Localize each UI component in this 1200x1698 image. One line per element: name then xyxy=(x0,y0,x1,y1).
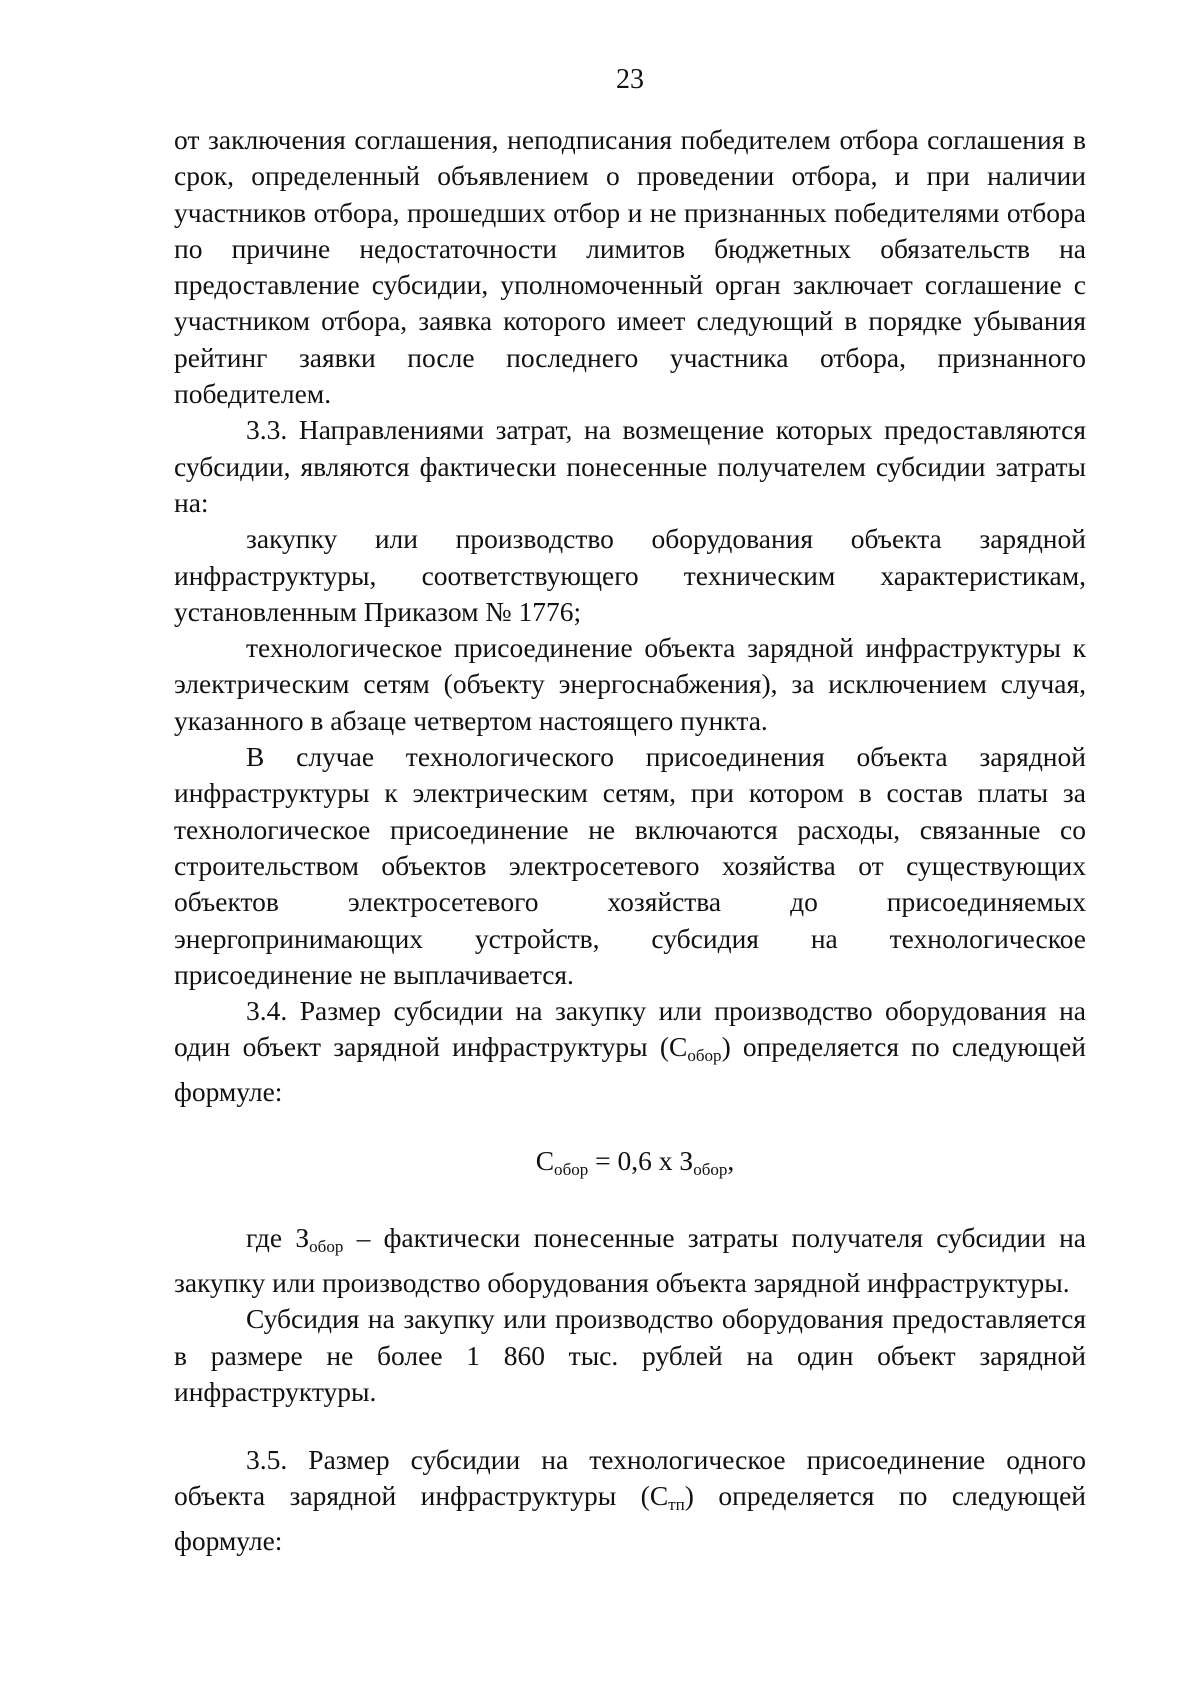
paragraph-3-5-subscript: тп xyxy=(668,1495,685,1515)
paragraph-formula-definition xyxy=(174,1220,1086,1301)
paragraph-3-3: 3.3. Направлениями затрат, на возмещение которых предоставляются субсидии, являются фактически понесенные получателем субсидии затраты на: xyxy=(174,414,1086,518)
formula-lhs-subscript: обор xyxy=(554,1159,589,1179)
paragraph-connection-exception: В случае технологического присоединения объекта зарядной инфраструктуры к электрическим сетям, при котором в состав платы за технологическое присоединение не включаются расходы, связанные со строительством объектов электросетевого хозяйства от существующих объектов электросетевого хозяйства до присоединяемых энергопринимающих устройств, субсидия на технологическое присоединение не выплачивается. xyxy=(174,741,1086,990)
page-number: 23 xyxy=(616,64,644,95)
definition-text-end: – фактически понесенные затраты получателя субсидии на закупку или производство оборудования объекта зарядной инфраструктуры. xyxy=(174,1221,1086,1298)
paragraph-3-5 xyxy=(174,1442,1086,1560)
paragraph-subsidy-limit: Субсидия на закупку или производство оборудования предоставляется в размере не более 1 860 тыс. рублей на один объект зарядной инфраструктуры. xyxy=(174,1303,1086,1407)
paragraph-3-4 xyxy=(174,993,1086,1111)
paragraph-3-4-text-end: ) определяется по следующей формуле: xyxy=(174,1031,1086,1108)
formula-middle: = 0,6 х З xyxy=(588,1144,694,1176)
formula-end: , xyxy=(727,1144,735,1176)
definition-subscript: обор xyxy=(309,1236,344,1256)
paragraph-3-5-text-start: 3.5. Размер субсидии на технологическое присоединение одного объекта зарядной инфраструктуры (С xyxy=(174,1444,1086,1512)
paragraph-3-4-text-start: 3.4. Размер субсидии на закупку или производство оборудования на один объект зарядной инфраструктуры (С xyxy=(174,995,1086,1063)
formula-equipment-subsidy xyxy=(174,1143,1086,1188)
paragraph-continuation: от заключения соглашения, неподписания победителем отбора соглашения в срок, определенный объявлением о проведении отбора, и при наличии участников отбора, прошедших отбор и не признанных победителями отбора по причине недостаточности лимитов бюджетных обязательств на предоставление субсидии, уполномоченный орган заключает соглашение с участником отбора, заявка которого имеет следующий в порядке убывания рейтинг заявки после последнего участника отбора, признанного победителем. xyxy=(174,124,1086,410)
paragraph-equipment-purchase: закупку или производство оборудования объекта зарядной инфраструктуры, соответствующего техническим характеристикам, установленным Приказом № 1776; xyxy=(174,523,1086,627)
formula-lhs: С xyxy=(535,1144,555,1176)
paragraph-3-4-subscript: обор xyxy=(687,1046,722,1066)
paragraph-grid-connection: технологическое присоединение объекта зарядной инфраструктуры к электрическим сетям (объекту энергоснабжения), за исключением случая, указанного в абзаце четвертом настоящего пункта. xyxy=(174,632,1086,736)
definition-text-start: где З xyxy=(246,1221,310,1253)
document-body xyxy=(174,122,1086,1560)
formula-rhs-subscript: обор xyxy=(693,1159,728,1179)
paragraph-3-5-text-end: ) определяется по следующей формуле: xyxy=(174,1480,1087,1557)
